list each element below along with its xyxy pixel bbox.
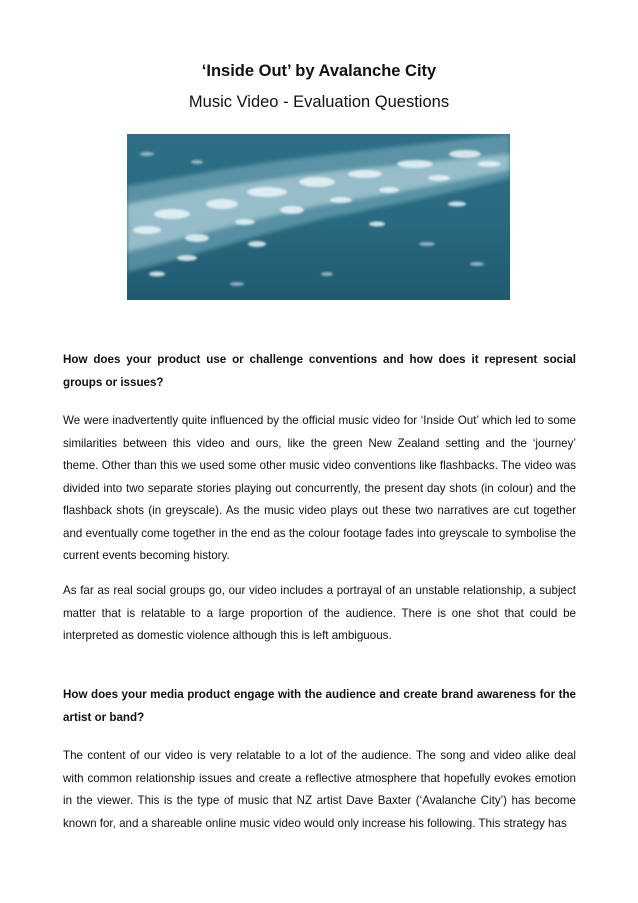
section-1-paragraph-1: We were inadvertently quite influenced by the official music video for ‘Inside Out’ which led to some similarities between this video and ours, like the green New Zealand setting and the ‘journey’ theme. Other than this we used some other music video conventions like flashbacks. The video was divided into two separate stories playing out concurrently, the present day shots (in colour) and the flashback shots (in greyscale). As the music video plays out these two narratives are cut together and eventually come together in the end as the colour footage fades into greyscale to symbolise the current events becoming history.: [63, 414, 576, 562]
section-1-question: How does your product use or challenge conventions and how does it represent social groups or issues?: [63, 353, 576, 389]
ocean-wake-photo: [127, 134, 510, 300]
ocean-wake-illustration: [127, 134, 510, 300]
document-subtitle: Music Video - Evaluation Questions: [188, 93, 450, 111]
document-title: ‘Inside Out’ by Avalanche City: [201, 62, 437, 80]
section-1-paragraph-2: As far as real social groups go, our video includes a portrayal of an unstable relationship, a subject matter that is relatable to a large proportion of the audience. There is one shot that could be interpreted as domestic violence although this is left ambiguous.: [63, 584, 576, 642]
section-2-paragraph-1: The content of our video is very relatable to a lot of the audience. The song and video alike deal with common relationship issues and create a reflective atmosphere that hopefully evokes emotion in the viewer. This is the type of music that NZ artist Dave Baxter (‘Avalanche City’) has become known for, and a shareable online music video would only increase his following. This strategy has: [63, 749, 576, 830]
section-2-question: How does your media product engage with the audience and create brand awareness for the artist or band?: [63, 688, 576, 724]
